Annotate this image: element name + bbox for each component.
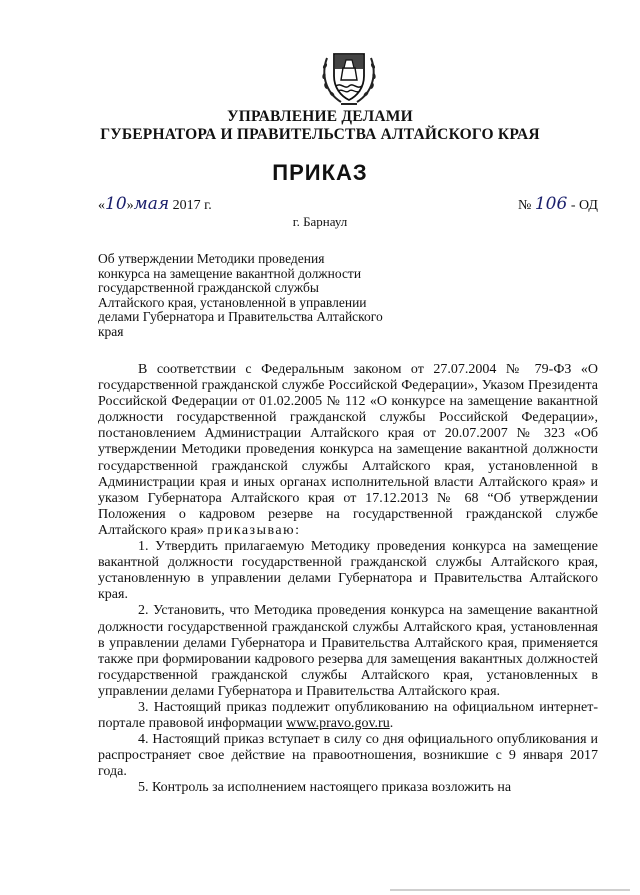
subject-line: края xyxy=(98,323,124,339)
subject-line: конкурса на замещение вакантной должности xyxy=(98,265,362,281)
item-5-paragraph: 5. Контроль за исполнением настоящего приказа возложить на xyxy=(138,780,512,796)
item-2-paragraph: 2. Установить, что Методика проведения конкурса на замещение вакантной должности государственной гражданской службы Алтайского края, установленная в управлении делами Губернатора и Правительства Алтайского края, применяется также при формировании кадрового резерва для замещения вакантных должностей государственной гражданской службы Алтайского края, установленных в управлении делами Губернатора и Правительства Алтайского края. xyxy=(98,603,598,699)
subject-line: государственной гражданской службы xyxy=(98,280,319,295)
item-1-paragraph: 1. Утвердить прилагаемую Методику проведения конкурса на замещение вакантной должности государственной гражданской службы Алтайского края, установленную в управлении делами Губернатора и Правительства Алтайского края. xyxy=(98,539,598,603)
organization-name-line1: УПРАВЛЕНИЕ ДЕЛАМИ xyxy=(227,108,413,125)
item-3-paragraph xyxy=(98,700,598,732)
date-close-quote: » xyxy=(126,198,134,213)
order-body xyxy=(98,362,598,797)
date-year: 2017 г. xyxy=(172,198,212,213)
order-subject xyxy=(98,252,438,339)
preamble-text: В соответствии с Федеральным законом от 27.07.2004 № 79-ФЗ «О государственной гражданской службе Российской Федерации», Указом Президента Российской Федерации от 01.02.2005 № 112 «О конкурсе на замещение вакантной должности государственной гражданской службы Российской Федерации», постановлением Администрации Алтайского края от 20.07.2007 № 323 «Об утверждении Методики проведения конкурса на замещение вакантной должности государственной гражданской службы Алтайского края, установленной в Администрации края и иных органах исполнительной власти Алтайского края» и указом Губернатора Алтайского края от 17.12.2013 № 68 “Об утверждении Положения о кадровом резерве на государственной гражданской службе Алтайского края» xyxy=(98,362,598,538)
document-type-title: ПРИКАЗ xyxy=(272,160,368,185)
pravo-gov-link[interactable]: www.pravo.gov.ru xyxy=(286,716,390,732)
item-4-paragraph: 4. Настоящий приказ вступает в силу со дня официального опубликования и распространяет свое действие на правоотношения, возникшие с 9 января 2017 года. xyxy=(98,732,598,780)
date-open-quote: « xyxy=(98,198,105,213)
subject-line: Алтайского края, установленной в управлении xyxy=(98,294,367,310)
date-day: 10 xyxy=(105,194,127,214)
number-prefix: № xyxy=(518,198,532,213)
preamble-paragraph xyxy=(98,362,598,539)
altai-coat-of-arms-icon xyxy=(319,46,379,108)
document-number xyxy=(518,194,598,214)
order-word: приказываю: xyxy=(207,522,301,538)
scan-edge-mark xyxy=(390,889,630,891)
organization-name-line2: ГУБЕРНАТОРА И ПРАВИТЕЛЬСТВА АЛТАЙСКОГО КРАЯ xyxy=(100,126,540,143)
item-3-end: . xyxy=(389,716,394,732)
city-line: г. Барнаул xyxy=(292,214,348,229)
document-date xyxy=(98,194,212,214)
item-3-text: 3. Настоящий приказ подлежит опубликованию на официальном интернет-портале правовой информации xyxy=(98,699,598,732)
date-month: мая xyxy=(133,194,170,214)
subject-line: Об утверждении Методики проведения xyxy=(98,251,325,266)
number-value: 106 xyxy=(534,194,568,214)
subject-line: делами Губернатора и Правительства Алтайского xyxy=(98,309,383,324)
number-suffix: - ОД xyxy=(570,198,598,213)
